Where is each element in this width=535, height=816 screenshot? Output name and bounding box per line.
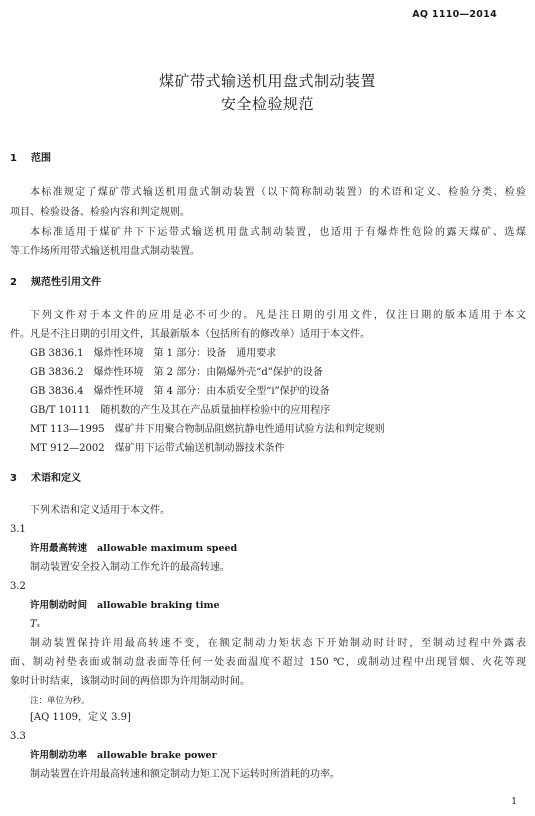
term-symbol: Tₓ [30,619,41,630]
section-number: 2 [10,277,17,288]
term-definition: 制动装置保持许用最高转速不变，在额定制动力矩状态下开始制动时计时，至制动过程中外露表 [30,638,526,649]
term-definition: 面、制动衬垫表面或制动盘表面等任何一处表面温度不超过 150 ℃，或制动过程中出现冒烟、火花等现 [10,657,526,668]
note: 注：单位为秒。 [30,696,90,706]
reference-item: GB 3836.2 爆炸性环境 第 2 部分：由隔爆外壳“d”保护的设备 [30,367,323,378]
title-line-2: 安全检验规范 [220,95,314,113]
title-line-1: 煤矿带式输送机用盘式制动装置 [158,72,376,90]
paragraph-line: 下列文件对于本文件的应用是必不可少的。凡是注日期的引用文件，仅注日期的版本适用于本文 [30,310,526,321]
section-title: 范围 [30,153,51,164]
reference-item: GB 3836.4 爆炸性环境 第 4 部分：由本质安全型“i”保护的设备 [30,386,330,397]
section-title: 术语和定义 [30,473,81,484]
reference-item: GB 3836.1 爆炸性环境 第 1 部分：设备 通用要求 [30,348,277,359]
paragraph-line: 本标准适用于煤矿井下下运带式输送机用盘式制动装置，也适用于有爆炸性危险的露天煤矿、选煤 [30,227,526,238]
reference-item: GB/T 10111 随机数的产生及其在产品质量抽样检验中的应用程序 [30,405,331,416]
section-number: 3 [10,473,17,484]
section-title: 规范性引用文件 [30,277,101,288]
term-chinese: 许用最高转速 [30,543,88,554]
section-2-heading [10,277,101,289]
section-number: 1 [10,153,17,164]
term-definition: 象时计时结束，该制动时间的两倍即为许用制动时间。 [10,676,250,687]
term-number: 3.1 [10,524,26,535]
paragraph-line: 等工作场所用带式输送机用盘式制动装置。 [10,246,200,257]
term-english: allowable braking time [97,600,220,611]
reference-item: MT 113—1995 煤矿井下用聚合物制品阻燃抗静电性通用试验方法和判定规则 [30,424,385,435]
term-chinese: 许用制动时间 [30,600,88,611]
term-english: allowable brake power [97,750,217,761]
term-number: 3.2 [10,581,26,592]
term-number: 3.3 [10,731,26,742]
paragraph-line: 本标准规定了煤矿带式输送机用盘式制动装置（以下简称制动装置）的术语和定义、检验分类、检验 [30,187,526,198]
paragraph-line: 件。凡是不注日期的引用文件，其最新版本（包括所有的修改单）适用于本文件。 [10,329,370,340]
term-heading [30,543,237,555]
paragraph-line: 下列术语和定义适用于本文件。 [30,505,170,516]
term-chinese: 许用制动功率 [30,750,88,761]
term-definition: 制动装置在许用最高转速和额定制动力矩工况下运转时所消耗的功率。 [30,769,340,780]
source-citation: [AQ 1109，定义 3.9] [30,712,131,723]
section-1-heading [10,153,51,165]
term-definition: 制动装置安全投入制动工作允许的最高转速。 [30,562,230,573]
section-3-heading [10,473,81,485]
page-number: 1 [511,797,517,807]
reference-item: MT 912—2002 煤矿用下运带式输送机制动器技术条件 [30,443,285,454]
paragraph-line: 项目、检验设备、检验内容和判定规则。 [10,207,190,218]
term-heading [30,600,220,612]
term-heading [30,750,217,762]
standard-code: AQ 1110—2014 [412,9,497,20]
term-english: allowable maximum speed [97,543,238,554]
